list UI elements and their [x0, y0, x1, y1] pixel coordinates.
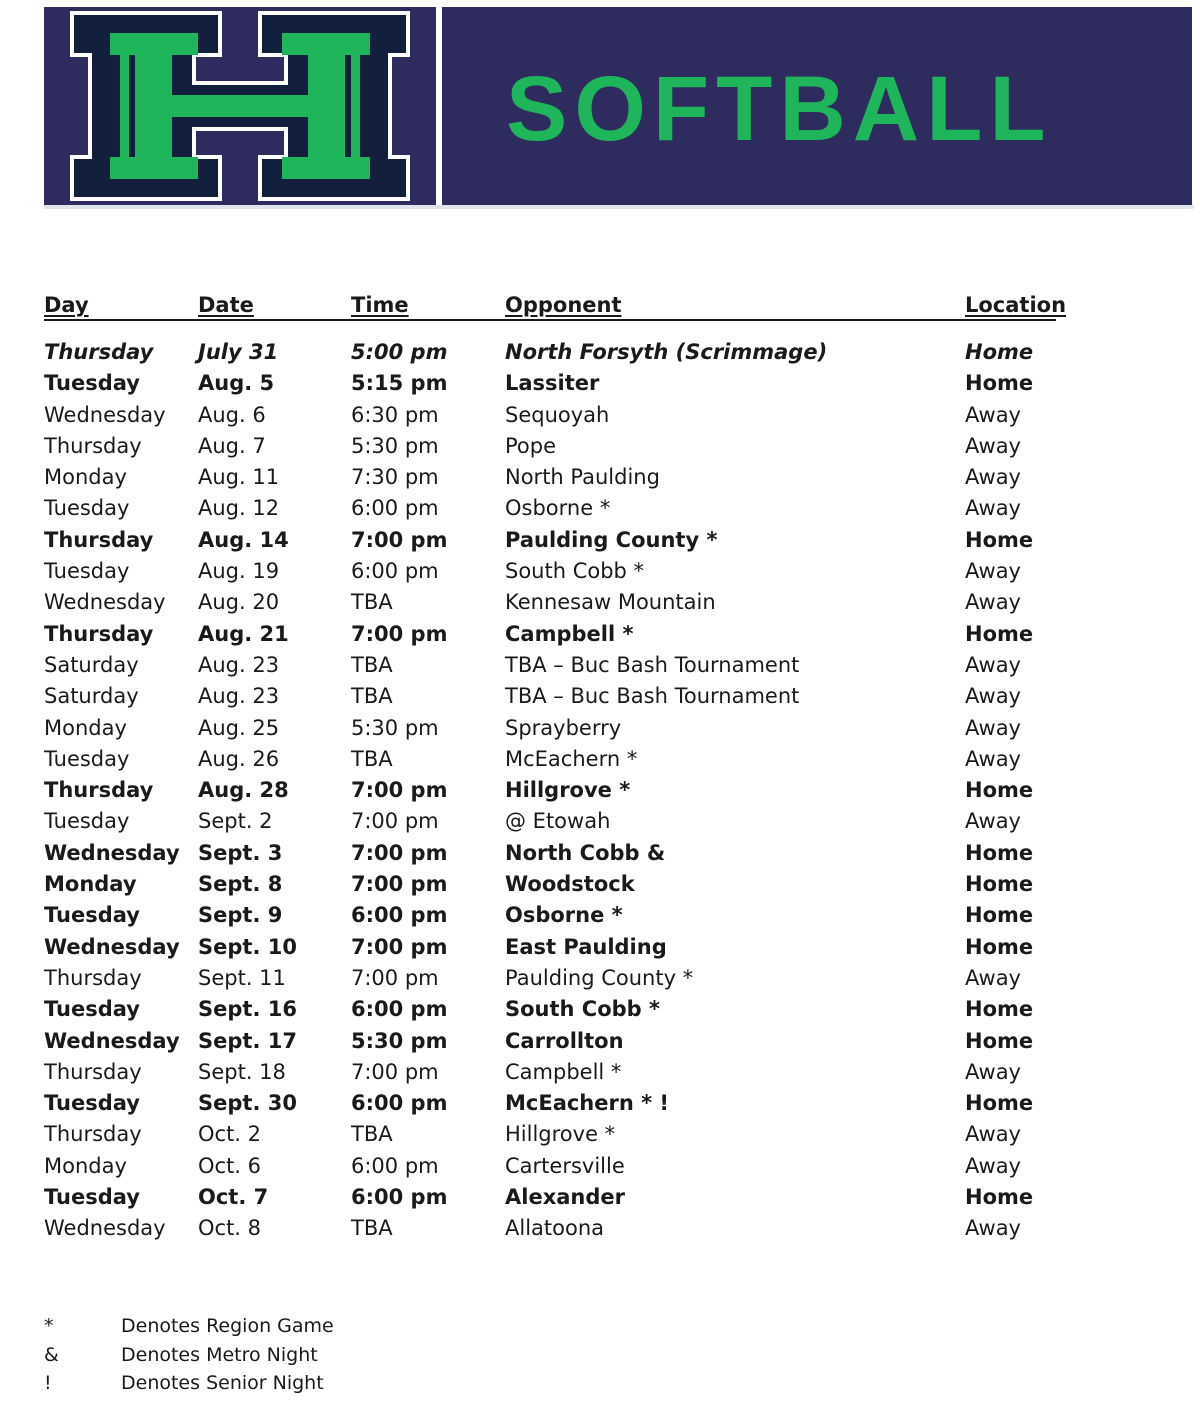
time-cell: TBA [351, 746, 393, 771]
day-cell: Wednesday [44, 402, 166, 427]
table-row [44, 775, 1144, 806]
table-row [44, 900, 1144, 931]
table-row [44, 1026, 1144, 1057]
time-cell: 6:00 pm [351, 1153, 439, 1178]
legend-symbol: & [44, 1343, 59, 1366]
table-row [44, 713, 1144, 744]
time-cell: 5:30 pm [351, 433, 439, 458]
legend-text: Denotes Metro Night [121, 1343, 318, 1366]
opponent-cell: Pope [505, 433, 557, 458]
time-cell: 7:00 pm [351, 965, 439, 990]
date-cell: Oct. 8 [198, 1216, 262, 1241]
day-cell: Thursday [44, 433, 142, 458]
table-row [44, 1088, 1144, 1119]
opponent-cell: North Forsyth (Scrimmage) [505, 340, 828, 364]
day-cell: Monday [44, 872, 137, 897]
location-cell: Away [965, 1153, 1021, 1178]
time-cell: 6:00 pm [351, 903, 448, 928]
day-cell: Wednesday [44, 934, 180, 959]
location-cell: Away [965, 402, 1021, 427]
date-cell: Sept. 3 [198, 840, 283, 865]
location-cell: Home [965, 340, 1034, 364]
opponent-cell: Sprayberry [505, 715, 622, 740]
location-cell: Home [965, 1185, 1034, 1210]
title-banner [442, 7, 1192, 205]
time-cell: 5:30 pm [351, 715, 439, 740]
day-cell: Wednesday [44, 840, 180, 865]
header-date: Date [198, 293, 254, 317]
time-cell: 6:00 pm [351, 559, 439, 584]
table-row [44, 869, 1144, 900]
legend-text: Denotes Region Game [121, 1315, 334, 1337]
location-cell: Home [965, 778, 1034, 803]
opponent-cell: East Paulding [505, 934, 667, 959]
date-cell: Aug. 20 [198, 590, 280, 615]
time-cell: TBA [351, 684, 393, 709]
table-row [44, 368, 1144, 399]
table-row [44, 493, 1144, 524]
location-cell: Away [965, 590, 1021, 615]
location-cell: Home [965, 872, 1034, 897]
table-row [44, 994, 1144, 1025]
opponent-cell: Kennesaw Mountain [505, 590, 716, 615]
day-cell: Tuesday [44, 559, 130, 584]
opponent-cell: Carrollton [505, 1028, 624, 1053]
time-cell: 7:00 pm [351, 809, 439, 834]
time-cell: 5:30 pm [351, 1028, 448, 1053]
legend-text: Denotes Senior Night [121, 1372, 324, 1394]
location-cell: Away [965, 1216, 1021, 1241]
location-cell: Home [965, 621, 1034, 646]
date-cell: Aug. 14 [198, 527, 289, 552]
time-cell: 6:00 pm [351, 496, 439, 521]
day-cell: Tuesday [44, 1185, 140, 1210]
table-row [44, 1119, 1144, 1150]
page-title: SOFTBALL [506, 58, 1053, 160]
header-day: Day [44, 293, 89, 317]
time-cell: 6:00 pm [351, 1185, 448, 1210]
date-cell: Sept. 16 [198, 997, 297, 1022]
time-cell: 7:00 pm [351, 778, 448, 803]
school-logo [44, 7, 436, 205]
table-row [44, 1182, 1144, 1213]
table-row [44, 525, 1144, 556]
location-cell: Home [965, 1028, 1034, 1053]
legend-symbol: ! [44, 1372, 52, 1394]
day-cell: Wednesday [44, 1028, 180, 1053]
table-row [44, 1213, 1144, 1244]
opponent-cell: Hillgrove * [505, 1122, 616, 1147]
table-row [44, 462, 1144, 493]
day-cell: Saturday [44, 652, 139, 677]
opponent-cell: Hillgrove * [505, 778, 631, 803]
time-cell: 6:00 pm [351, 997, 448, 1022]
opponent-cell: South Cobb * [505, 997, 660, 1022]
opponent-cell: Allatoona [505, 1216, 605, 1241]
date-cell: Oct. 7 [198, 1185, 269, 1210]
date-cell: Sept. 11 [198, 965, 286, 990]
location-cell: Away [965, 496, 1021, 521]
opponent-cell: Campbell * [505, 1059, 622, 1084]
table-row [44, 587, 1144, 618]
date-cell: Aug. 21 [198, 621, 289, 646]
opponent-cell: McEachern * [505, 746, 638, 771]
location-cell: Home [965, 997, 1034, 1022]
day-cell: Thursday [44, 527, 154, 552]
header-opponent: Opponent [505, 293, 622, 317]
opponent-cell: Paulding County * [505, 965, 694, 990]
location-cell: Away [965, 809, 1021, 834]
day-cell: Thursday [44, 340, 154, 364]
day-cell: Thursday [44, 1122, 142, 1147]
date-cell: Aug. 5 [198, 371, 275, 396]
location-cell: Home [965, 903, 1034, 928]
table-row [44, 337, 1144, 368]
header-time: Time [351, 293, 409, 317]
date-cell: Aug. 23 [198, 652, 280, 677]
time-cell: 5:15 pm [351, 371, 448, 396]
opponent-cell: Cartersville [505, 1153, 625, 1178]
date-cell: Aug. 28 [198, 778, 289, 803]
opponent-cell: Osborne * [505, 496, 611, 521]
date-cell: Aug. 7 [198, 433, 266, 458]
date-cell: Aug. 26 [198, 746, 280, 771]
time-cell: 5:00 pm [351, 340, 448, 364]
time-cell: 7:30 pm [351, 465, 439, 490]
date-cell: Oct. 2 [198, 1122, 262, 1147]
schedule-header [44, 293, 1067, 321]
table-row [44, 1057, 1144, 1088]
opponent-cell: @ Etowah [505, 809, 611, 834]
date-cell: Aug. 12 [198, 496, 280, 521]
location-cell: Away [965, 715, 1021, 740]
location-cell: Away [965, 1059, 1021, 1084]
date-cell: Sept. 9 [198, 903, 283, 928]
day-cell: Saturday [44, 684, 139, 709]
location-cell: Away [965, 746, 1021, 771]
location-cell: Away [965, 559, 1021, 584]
table-row [44, 838, 1144, 869]
table-row [44, 1151, 1144, 1182]
date-cell: Sept. 30 [198, 1091, 297, 1116]
opponent-cell: Woodstock [505, 872, 635, 897]
day-cell: Tuesday [44, 496, 130, 521]
date-cell: Sept. 2 [198, 809, 273, 834]
opponent-cell: Alexander [505, 1185, 625, 1210]
table-row [44, 681, 1144, 712]
opponent-cell: TBA – Buc Bash Tournament [505, 652, 800, 677]
location-cell: Away [965, 684, 1021, 709]
opponent-cell: Campbell * [505, 621, 634, 646]
date-cell: Sept. 18 [198, 1059, 286, 1084]
location-cell: Away [965, 433, 1021, 458]
location-cell: Home [965, 934, 1034, 959]
day-cell: Tuesday [44, 903, 140, 928]
table-row [44, 744, 1144, 775]
header-location: Location [965, 293, 1067, 317]
opponent-cell: Osborne * [505, 903, 623, 928]
date-cell: Oct. 6 [198, 1153, 262, 1178]
table-row [44, 431, 1144, 462]
opponent-cell: McEachern * ! [505, 1091, 669, 1116]
date-cell: Aug. 11 [198, 465, 280, 490]
time-cell: 7:00 pm [351, 872, 448, 897]
date-cell: Sept. 10 [198, 934, 297, 959]
opponent-cell: TBA – Buc Bash Tournament [505, 684, 800, 709]
time-cell: 7:00 pm [351, 934, 448, 959]
table-row [44, 556, 1144, 587]
opponent-cell: Paulding County * [505, 527, 718, 552]
day-cell: Tuesday [44, 746, 130, 771]
day-cell: Monday [44, 465, 127, 490]
time-cell: TBA [351, 652, 393, 677]
opponent-cell: Sequoyah [505, 402, 610, 427]
location-cell: Away [965, 1122, 1021, 1147]
time-cell: 7:00 pm [351, 527, 448, 552]
legend-symbol: * [44, 1315, 54, 1337]
table-row [44, 650, 1144, 681]
day-cell: Tuesday [44, 997, 140, 1022]
table-row [44, 806, 1144, 837]
date-cell: Aug. 19 [198, 559, 280, 584]
day-cell: Wednesday [44, 1216, 166, 1241]
day-cell: Tuesday [44, 1091, 140, 1116]
location-cell: Away [965, 465, 1021, 490]
opponent-cell: North Cobb & [505, 840, 666, 865]
day-cell: Monday [44, 715, 127, 740]
table-row [44, 400, 1144, 431]
time-cell: TBA [351, 590, 393, 615]
time-cell: 7:00 pm [351, 1059, 439, 1084]
day-cell: Thursday [44, 778, 154, 803]
day-cell: Monday [44, 1153, 127, 1178]
date-cell: Sept. 17 [198, 1028, 297, 1053]
location-cell: Away [965, 652, 1021, 677]
date-cell: Aug. 6 [198, 402, 266, 427]
time-cell: TBA [351, 1216, 393, 1241]
table-row [44, 963, 1144, 994]
day-cell: Tuesday [44, 371, 140, 396]
day-cell: Thursday [44, 621, 154, 646]
date-cell: Sept. 8 [198, 872, 283, 897]
schedule-table [44, 337, 1144, 1245]
opponent-cell: Lassiter [505, 371, 600, 396]
time-cell: 7:00 pm [351, 621, 448, 646]
day-cell: Wednesday [44, 590, 166, 615]
day-cell: Thursday [44, 965, 142, 990]
time-cell: 6:00 pm [351, 1091, 448, 1116]
banner-divider [44, 205, 1194, 209]
time-cell: TBA [351, 1122, 393, 1147]
location-cell: Home [965, 527, 1034, 552]
time-cell: 7:00 pm [351, 840, 448, 865]
table-row [44, 619, 1144, 650]
opponent-cell: North Paulding [505, 465, 660, 490]
opponent-cell: South Cobb * [505, 559, 645, 584]
date-cell: July 31 [198, 340, 279, 364]
location-cell: Away [965, 965, 1021, 990]
table-row [44, 932, 1144, 963]
location-cell: Home [965, 840, 1034, 865]
location-cell: Home [965, 1091, 1034, 1116]
day-cell: Thursday [44, 1059, 142, 1084]
date-cell: Aug. 25 [198, 715, 280, 740]
time-cell: 6:30 pm [351, 402, 439, 427]
day-cell: Tuesday [44, 809, 130, 834]
date-cell: Aug. 23 [198, 684, 280, 709]
location-cell: Home [965, 371, 1034, 396]
